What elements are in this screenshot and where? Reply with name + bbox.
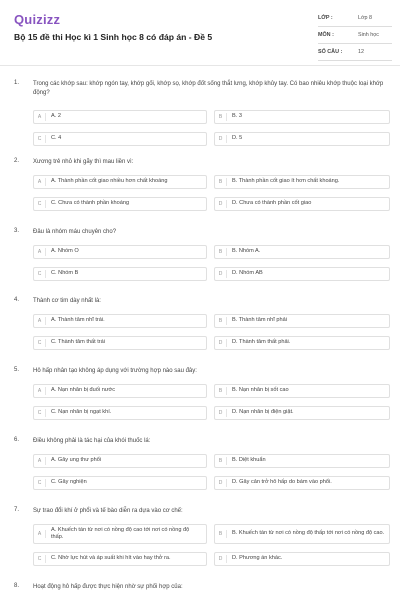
answer-option-d[interactable] — [214, 336, 390, 350]
option-letter: B — [215, 530, 227, 538]
meta-row-class — [318, 10, 392, 27]
question-number: 5. — [14, 367, 20, 373]
option-text: A. Khuếch tán từ nơi có nồng độ cao tới nơi có nồng độ thấp. — [51, 526, 190, 540]
answer-option-b[interactable] — [214, 175, 390, 189]
worksheet-meta — [318, 10, 392, 61]
option-letter: B — [215, 248, 227, 256]
option-text: C. Gây nghiện — [51, 479, 87, 486]
answer-option-d[interactable] — [214, 132, 390, 146]
option-text: B. Nhóm A. — [232, 248, 261, 255]
option-text: C. Thành tâm thất trái — [51, 339, 105, 346]
worksheet-header — [0, 0, 400, 66]
option-letter: C — [34, 339, 46, 347]
meta-label: MÔN : — [318, 32, 334, 38]
answer-option-a[interactable] — [33, 245, 207, 259]
question-number: 2. — [14, 158, 20, 164]
option-letter: D — [215, 479, 227, 487]
option-letter: D — [215, 555, 227, 563]
option-letter: A — [34, 248, 46, 256]
option-text: B. Thành tâm nhĩ phải — [232, 317, 287, 324]
answer-option-d[interactable] — [214, 476, 390, 490]
question-number: 4. — [14, 297, 20, 303]
answer-option-b[interactable] — [214, 110, 390, 124]
option-letter: A — [34, 113, 46, 121]
option-letter: C — [34, 135, 46, 143]
option-text: B. 3 — [232, 113, 242, 120]
answer-option-c[interactable] — [33, 197, 207, 211]
question-number: 1. — [14, 80, 20, 86]
option-letter: D — [215, 339, 227, 347]
answer-option-c[interactable] — [33, 132, 207, 146]
option-text: A. Nạn nhân bị đuối nước — [51, 387, 116, 394]
option-letter: B — [215, 387, 227, 395]
answer-option-b[interactable] — [214, 245, 390, 259]
answer-option-b[interactable] — [214, 524, 390, 544]
answer-option-a[interactable] — [33, 454, 207, 468]
option-text: C. Nạn nhân bị ngạt khí. — [51, 409, 112, 416]
option-letter: A — [34, 387, 46, 395]
option-text: D. Nhóm AB — [232, 270, 263, 277]
question-text: Đâu là nhóm máu chuyên cho? — [33, 229, 117, 235]
answer-option-d[interactable] — [214, 267, 390, 281]
answer-option-a[interactable] — [33, 384, 207, 398]
answer-option-b[interactable] — [214, 384, 390, 398]
question-number: 8. — [14, 583, 20, 589]
option-text: B. Khuếch tán từ nơi có nồng độ thấp tới nơi có nồng độ cao. — [232, 530, 385, 537]
option-letter: D — [215, 409, 227, 417]
question-text: Điều không phải là tác hại của khói thuốc lá: — [33, 438, 151, 444]
option-letter: A — [34, 178, 46, 186]
answer-option-a[interactable] — [33, 524, 207, 544]
option-text: A. Nhóm O — [51, 248, 79, 255]
option-text: B. Nạn nhân bị sốt cao — [232, 387, 289, 394]
option-text: D. Chưa có thành phần cốt giao — [232, 200, 312, 207]
meta-label: SỐ CÂU : — [318, 49, 343, 55]
option-letter: D — [215, 270, 227, 278]
answer-option-b[interactable] — [214, 314, 390, 328]
option-text: A. 2 — [51, 113, 61, 120]
option-letter: C — [34, 555, 46, 563]
option-text: B. Diệt khuẩn — [232, 457, 266, 464]
option-text: C. Chưa có thành phần khoáng — [51, 200, 130, 207]
question-text: Hoạt động hô hấp được thực hiện nhờ sự phối hợp của: — [33, 584, 183, 590]
option-text: A. Thành tâm nhĩ trái. — [51, 317, 105, 324]
question-text: Xương trẻ nhỏ khi gãy thì mau liền vì: — [33, 159, 134, 165]
question-number: 3. — [14, 228, 20, 234]
option-text: D. Phương án khác. — [232, 555, 283, 562]
option-text: A. Thành phần cốt giao nhiều hơn chất khoáng — [51, 178, 168, 185]
option-text: D. Nạn nhân bị điện giật. — [232, 409, 294, 416]
answer-option-c[interactable] — [33, 476, 207, 490]
option-letter: C — [34, 479, 46, 487]
option-letter: A — [34, 530, 46, 538]
meta-label: LỚP : — [318, 15, 333, 21]
answer-option-a[interactable] — [33, 175, 207, 189]
question-text: Sự trao đổi khí ở phổi và tế bào diễn ra dựa vào cơ chế: — [33, 508, 183, 514]
option-text: C. Nhờ lực hút và áp suất khi hít vào hay thở ra. — [51, 555, 171, 562]
question-number: 6. — [14, 437, 20, 443]
answer-option-a[interactable] — [33, 314, 207, 328]
meta-row-subject — [318, 27, 392, 44]
option-letter: C — [34, 200, 46, 208]
option-text: D. Gây cản trở hô hấp do bám vào phổi. — [232, 479, 332, 486]
option-letter: B — [215, 113, 227, 121]
option-letter: B — [215, 317, 227, 325]
question-text: Trong các khớp sau: khớp ngón tay, khớp gối, khớp sọ, khớp đốt sống thắt lưng, khớp khủy tay. Có bao nhiêu khớp thuộc loại khớp động? — [33, 81, 384, 96]
option-letter: A — [34, 457, 46, 465]
answer-option-c[interactable] — [33, 267, 207, 281]
meta-row-count — [318, 44, 392, 61]
answer-option-c[interactable] — [33, 336, 207, 350]
option-text: A. Gây ung thư phổi — [51, 457, 102, 464]
question-text: Thành cơ tim dày nhất là: — [33, 298, 101, 304]
option-text: C. Nhóm B — [51, 270, 79, 277]
option-letter: C — [34, 409, 46, 417]
answer-option-a[interactable] — [33, 110, 207, 124]
meta-value: 12 — [358, 49, 364, 55]
page-title: Bộ 15 đề thi Học kì 1 Sinh học 8 có đáp án - Đề 5 — [14, 32, 213, 42]
answer-option-c[interactable] — [33, 552, 207, 566]
meta-value: Sinh học — [358, 32, 379, 38]
quizizz-logo[interactable]: Quizizz — [14, 12, 61, 27]
option-letter: D — [215, 135, 227, 143]
option-text: C. 4 — [51, 135, 62, 142]
answer-option-d[interactable] — [214, 197, 390, 211]
option-letter: C — [34, 270, 46, 278]
question-number: 7. — [14, 507, 20, 513]
answer-option-d[interactable] — [214, 406, 390, 420]
option-letter: D — [215, 200, 227, 208]
question-text: Hô hấp nhân tạo không áp dụng với trường hợp nào sau đây: — [33, 368, 197, 374]
option-letter: A — [34, 317, 46, 325]
answer-option-d[interactable] — [214, 552, 390, 566]
answer-option-c[interactable] — [33, 406, 207, 420]
option-letter: B — [215, 178, 227, 186]
meta-value: Lớp 8 — [358, 15, 373, 21]
option-text: B. Thành phần cốt giao ít hơn chất khoáng. — [232, 178, 340, 185]
answer-option-b[interactable] — [214, 454, 390, 468]
option-text: D. 5 — [232, 135, 243, 142]
option-text: D. Thành tâm thất phải. — [232, 339, 291, 346]
option-letter: B — [215, 457, 227, 465]
